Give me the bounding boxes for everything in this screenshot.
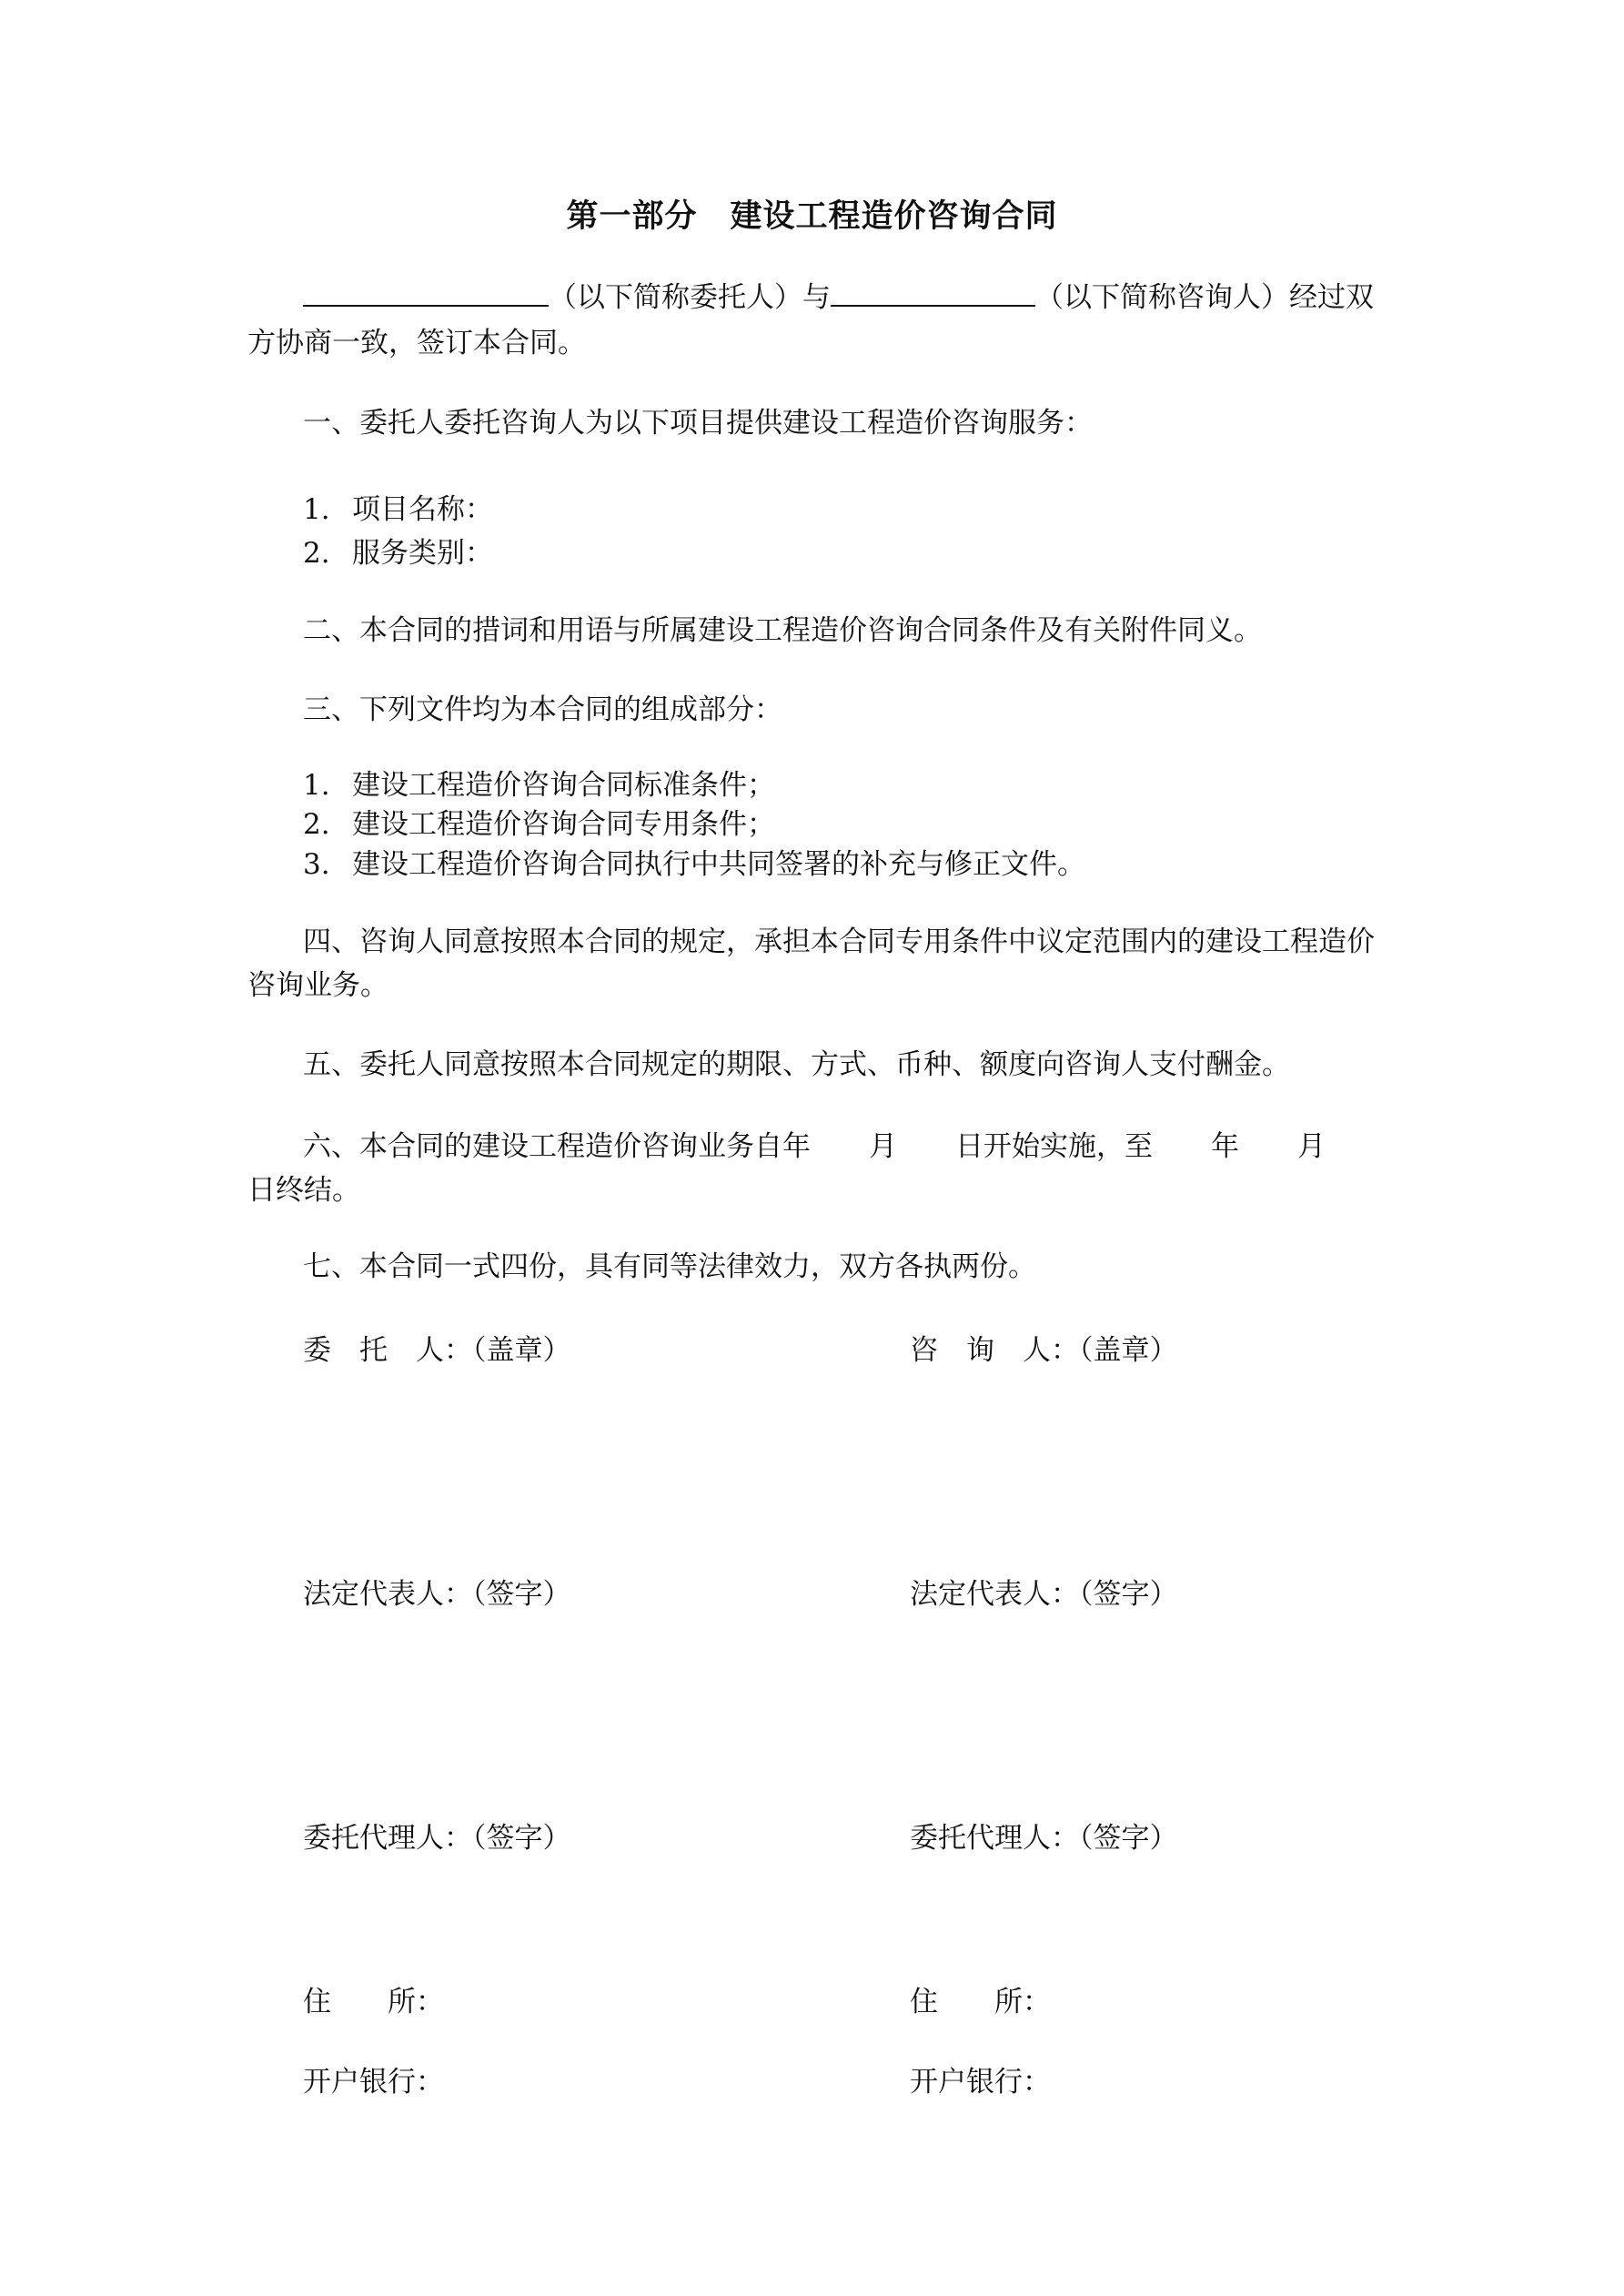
clause-6-year-2: 年 [1211,1130,1239,1163]
item-number: 2. [303,537,330,570]
clause-1-heading: 一、委托人委托咨询人为以下项目提供建设工程造价咨询服务： [303,407,1093,440]
consultant-agent-label: 委托代理人：（签字） [910,1822,1178,1855]
clause-6-part-2: 日开始实施，至 [955,1130,1153,1163]
item-number: 2. [303,808,330,841]
consultant-seal-label: 咨 询 人：（盖章） [910,1334,1178,1367]
client-legal-rep-label: 法定代表人：（签字） [303,1578,571,1611]
client-agent-label: 委托代理人：（签字） [303,1822,571,1855]
intro-line-1 [303,274,1374,320]
clause-6-line-1 [303,1124,1326,1169]
clause-7: 七、本合同一式四份，具有同等法律效力，双方各执两份。 [303,1250,1036,1283]
item-number: 1. [303,493,330,526]
clause-6-part-1: 六、本合同的建设工程造价咨询业务自年 [303,1130,811,1163]
consultant-legal-rep-label: 法定代表人：（签字） [910,1578,1178,1611]
item-text: 建设工程造价咨询合同标准条件； [352,769,775,802]
clause-2: 二、本合同的措词和用语与所属建设工程造价咨询合同条件及有关附件同义。 [303,614,1262,647]
clause-6-month-1: 月 [869,1130,897,1163]
item-text: 项目名称： [352,493,493,526]
consultant-name-blank[interactable] [831,274,1035,307]
page-title: 第一部分 建设工程造价咨询合同 [566,197,1058,235]
item-number: 1. [303,769,330,802]
intro-line-2: 方协商一致，签订本合同。 [247,327,586,359]
client-name-blank[interactable] [303,274,549,307]
client-bank-label: 开户银行： [303,2066,444,2099]
item-text: 建设工程造价咨询合同专用条件； [352,808,775,841]
clause-6-line-2: 日终结。 [247,1174,360,1207]
item-text: 建设工程造价咨询合同执行中共同签署的补充与修正文件。 [352,848,1085,881]
clause-3-item [303,802,775,847]
clause-5: 五、委托人同意按照本合同规定的期限、方式、币种、额度向咨询人支付酬金。 [303,1048,1290,1081]
clause-4-line-1: 四、咨询人同意按照本合同的规定，承担本合同专用条件中议定范围内的建设工程造价 [303,925,1375,958]
clause-6-month-2: 月 [1297,1130,1326,1163]
consultant-bank-label: 开户银行： [910,2066,1051,2099]
item-number: 3. [303,848,330,881]
item-text: 服务类别： [352,537,493,570]
client-address-label: 住 所： [303,1986,444,2018]
clause-4-line-2: 咨询业务。 [247,969,388,1002]
consultant-address-label: 住 所： [910,1986,1051,2018]
client-note: （以下简称委托人）与 [549,281,831,314]
clause-3-heading: 三、下列文件均为本合同的组成部分： [303,693,782,726]
clause-3-item [303,842,1085,887]
consultant-note: （以下简称咨询人）经过双 [1035,281,1374,314]
clause-1-item [303,487,493,532]
client-seal-label: 委 托 人：（盖章） [303,1334,571,1367]
clause-1-item [303,531,493,576]
